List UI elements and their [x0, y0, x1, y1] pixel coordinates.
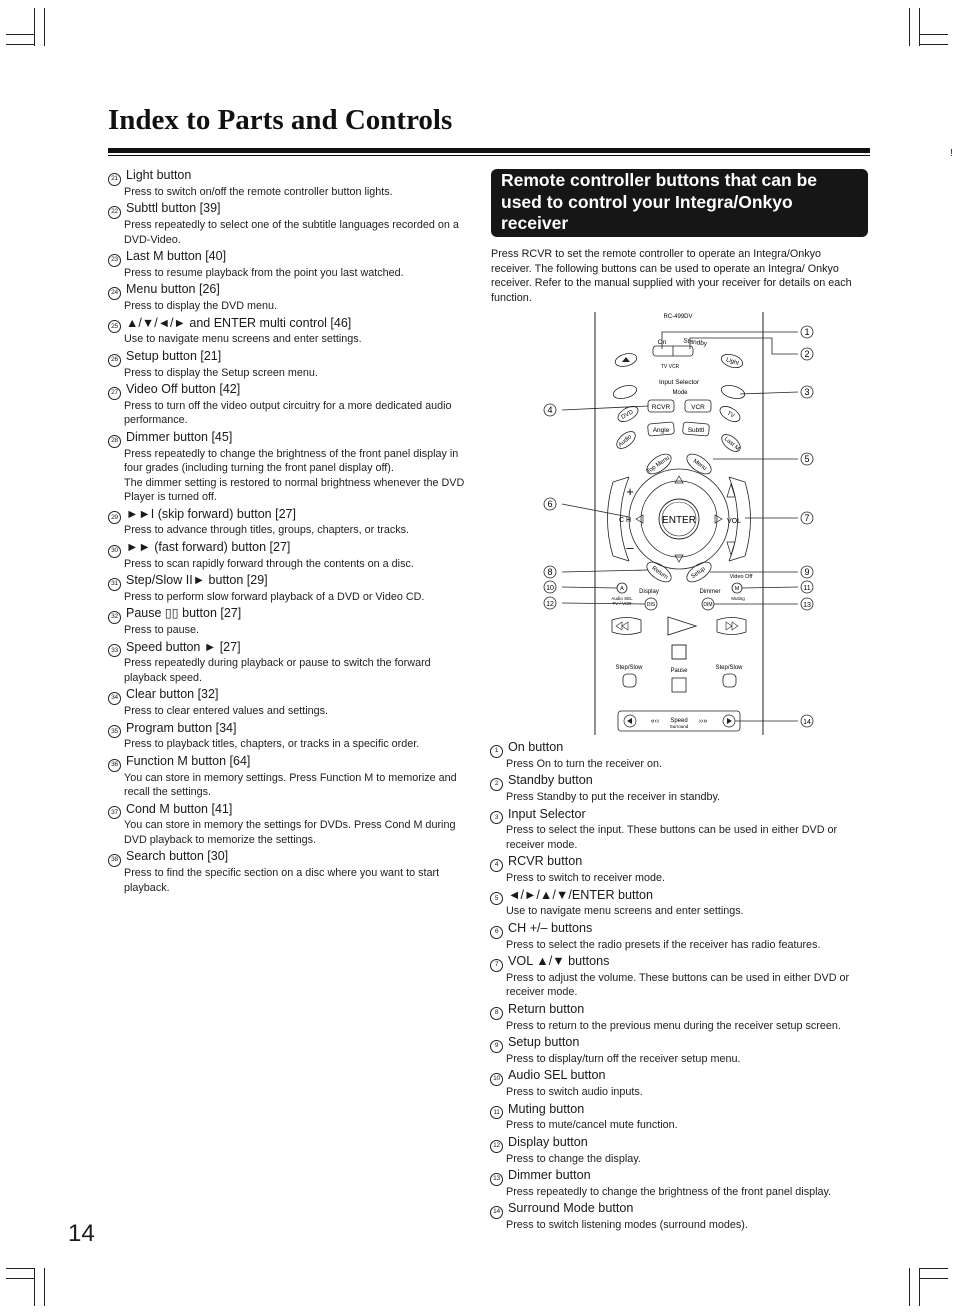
item-title: ▲/▼/◄/► and ENTER multi control [46] [126, 315, 352, 330]
item-heading [490, 853, 862, 871]
crop-mark [919, 8, 920, 46]
svg-text:1: 1 [804, 327, 810, 337]
item-title: Surround Mode button [508, 1201, 634, 1216]
remote-pause-button [672, 678, 686, 692]
item-title: Video Off button [42] [126, 382, 241, 396]
item-number-badge: 7 [490, 959, 503, 972]
item-title: Clear button [32] [126, 687, 219, 702]
svg-text:Subttl: Subttl [687, 427, 705, 434]
parts-list-item [490, 953, 862, 1000]
parts-list-item [490, 739, 862, 771]
item-title: RCVR button [508, 854, 583, 869]
remote-standby-label: Standby [682, 337, 708, 348]
item-description: Press to find the specific section on a disc where you want to start playback. [124, 867, 440, 894]
remote-audio-sel-label: Audio SEL [611, 596, 633, 601]
callout-numbers [544, 326, 813, 727]
item-number-badge: 30 [108, 545, 121, 558]
item-heading [108, 167, 470, 185]
item-number-badge: 32 [108, 611, 121, 624]
svg-text:Return: Return [650, 565, 669, 581]
parts-list-item [490, 1101, 862, 1133]
item-title: Dimmer button [45] [126, 429, 233, 444]
parts-list-item [490, 1167, 862, 1199]
parts-list-item [108, 315, 470, 347]
item-title: Speed button ► [27] [126, 639, 241, 654]
crop-mark [920, 44, 948, 45]
item-description: Press repeatedly to select one of the subtitle languages recorded on a DVD-Video. [124, 219, 459, 246]
item-heading [108, 200, 470, 218]
crop-mark [920, 1268, 948, 1269]
parts-list-item [108, 539, 470, 571]
item-title: Muting button [508, 1101, 585, 1116]
remote-tv-vcr-small-label: TV / VCR [612, 601, 632, 606]
parts-list-item [490, 1034, 862, 1066]
remote-top-menu-button [644, 450, 675, 478]
item-description: Press to display the Setup screen menu. [124, 366, 318, 379]
svg-text:››»: ››» [698, 718, 708, 725]
svg-text:C H: C H [618, 517, 632, 524]
item-number-badge: 5 [490, 892, 503, 905]
remote-ch-button [608, 477, 635, 561]
page-title: Index to Parts and Controls [108, 104, 453, 136]
svg-text:Menu: Menu [691, 458, 708, 472]
remote-setup-button [684, 558, 715, 586]
item-title: CH +/– buttons [508, 920, 593, 935]
remote-audio-button [614, 428, 639, 451]
crop-mark [6, 44, 34, 45]
remote-rcvr-button [648, 400, 674, 412]
item-number-badge: 14 [490, 1206, 503, 1219]
remote-fast-reverse-button [612, 618, 641, 635]
svg-text:Light: Light [725, 357, 740, 367]
remote-speed-label: Speed [670, 718, 688, 724]
crop-mark [44, 1268, 45, 1306]
item-title: Program button [34] [126, 720, 237, 735]
svg-text:4: 4 [547, 405, 553, 415]
svg-text:RCVR: RCVR [651, 404, 671, 411]
item-description: The dimmer setting is restored to normal brightness whenever the DVD Player is turned off. [124, 476, 465, 503]
remote-muting-label: Muting [731, 596, 745, 601]
item-description: Press to switch on/off the remote controller button lights. [124, 185, 393, 198]
item-heading [490, 953, 862, 971]
item-title: Subttl button [39] [126, 201, 221, 216]
item-description: Press to adjust the volume. These buttons can be used in either DVD or receiver mode. [506, 971, 850, 999]
parts-list-item [108, 639, 470, 686]
crop-mark [6, 1278, 34, 1279]
remote-vcr-button [685, 400, 711, 412]
svg-text:ENTER: ENTER [662, 515, 696, 526]
parts-list-item [108, 572, 470, 604]
parts-list-item [108, 429, 470, 505]
item-number-badge: 1 [490, 745, 503, 758]
parts-list-item [108, 200, 470, 247]
parts-list-item [108, 753, 470, 800]
svg-text:TV: TV [725, 410, 736, 420]
item-description: You can store in memory settings. Press Function M to memorize and recall the settings. [124, 771, 457, 798]
svg-text:6: 6 [547, 499, 553, 509]
crop-mark [920, 1278, 948, 1279]
crop-mark [44, 8, 45, 46]
svg-text:3: 3 [804, 387, 810, 397]
svg-text:Setup: Setup [690, 566, 707, 581]
item-number-badge: 34 [108, 692, 121, 705]
item-heading [490, 1200, 862, 1218]
item-number-badge: 8 [490, 1007, 503, 1020]
item-heading [490, 1001, 862, 1019]
remote-on-label: On [657, 339, 667, 346]
item-title: Step/Slow II► button [29] [126, 573, 268, 587]
item-description: Press to perform slow forward playback of a DVD or Video CD. [124, 590, 425, 603]
item-number-badge: 22 [108, 206, 121, 219]
remote-skip-forward-button [720, 383, 746, 401]
intro-paragraph: Press RCVR to set the remote controller to operate an Integra/Onkyo receiver. The following buttons can be used to operate an Integra/ Onkyo receiver. Refer to the manual supplied with your receiver for details on each function. [491, 248, 852, 304]
item-description: Press to switch audio inputs. [506, 1086, 643, 1098]
item-title: VOL ▲/▼ buttons [508, 954, 610, 968]
remote-controller-diagram [540, 312, 830, 737]
item-description: Press repeatedly during playback or pause to switch the forward playback speed. [124, 657, 431, 684]
item-title: ►► (fast forward) button [27] [126, 539, 291, 554]
item-heading [108, 639, 470, 657]
item-description: Press to resume playback from the point you last watched. [124, 266, 404, 279]
receiver-buttons-list [490, 739, 862, 1234]
item-number-badge: 38 [108, 854, 121, 867]
svg-text:7: 7 [804, 513, 810, 523]
item-description: You can store in memory the settings for DVDs. Press Cond M during DVD playback to memorize the settings. [124, 819, 456, 846]
remote-step-slow-left-label: Step/Slow [615, 665, 643, 671]
crop-mark [919, 1268, 920, 1306]
item-heading [490, 887, 862, 905]
svg-text:VCR: VCR [691, 404, 705, 411]
item-heading [108, 572, 470, 590]
item-description: Press to clear entered values and settings. [124, 705, 329, 717]
remote-fast-forward-button [717, 618, 746, 635]
item-number-badge: 11 [490, 1106, 503, 1119]
parts-list-item [490, 1067, 862, 1099]
crop-mark [6, 1268, 34, 1269]
item-title: Search button [30] [126, 849, 229, 864]
item-number-badge: 21 [108, 173, 121, 186]
item-heading [490, 1034, 862, 1052]
parts-list-item [108, 848, 470, 895]
svg-text:13: 13 [803, 602, 811, 609]
item-heading [108, 848, 470, 866]
crop-mark [6, 34, 34, 35]
item-number-badge: 3 [490, 811, 503, 824]
item-description: Use to navigate menu screens and enter settings. [124, 333, 362, 346]
item-title: Display button [508, 1134, 588, 1149]
item-heading [108, 281, 470, 299]
svg-text:Top Menu: Top Menu [645, 455, 671, 476]
remote-step-back-button [623, 674, 636, 687]
item-description: Press to advance through titles, groups, chapters, or tracks. [124, 524, 410, 537]
light-button [720, 352, 745, 370]
remote-step-slow-right-label: Step/Slow [715, 665, 743, 671]
svg-text:DVD: DVD [620, 409, 635, 421]
item-description: Press to mute/cancel mute function. [506, 1119, 678, 1132]
remote-last-m-button [719, 431, 744, 454]
item-title: ►►I (skip forward) button [27] [126, 506, 296, 521]
item-heading [108, 539, 470, 557]
crop-mark [909, 1268, 910, 1306]
item-number-badge: 37 [108, 806, 121, 819]
margin-mark: ! [950, 148, 953, 159]
parts-list-item [108, 381, 470, 428]
item-description: Press repeatedly to change the brightness of the front panel display in four grades (including turning the front panel display off). [124, 447, 459, 474]
item-description: Press to playback titles, chapters, or tracks in a specific order. [124, 738, 420, 751]
item-heading [108, 801, 470, 819]
item-number-badge: 13 [490, 1173, 503, 1186]
svg-text:DIM: DIM [703, 602, 713, 608]
item-heading [108, 429, 470, 447]
remote-subttl-button [683, 422, 710, 436]
svg-text:DIS: DIS [646, 602, 656, 608]
remote-dimmer-label: Dimmer [699, 589, 721, 595]
item-number-badge: 24 [108, 287, 121, 300]
item-description: Press Standby to put the receiver in standby. [506, 791, 721, 803]
eject-icon [614, 351, 638, 368]
item-number-badge: 26 [108, 354, 121, 367]
remote-tv-button [717, 403, 742, 424]
item-number-badge: 2 [490, 778, 503, 791]
item-number-badge: 36 [108, 759, 121, 772]
svg-text:A: A [620, 586, 624, 592]
item-title: Menu button [26] [126, 282, 220, 297]
parts-list-item [490, 887, 862, 919]
item-heading [108, 348, 470, 366]
item-heading [490, 1101, 862, 1119]
svg-text:2: 2 [804, 349, 810, 359]
svg-text:5: 5 [804, 454, 810, 464]
parts-list-item [490, 1134, 862, 1166]
item-heading [108, 248, 470, 266]
item-title: Standby button [508, 773, 593, 788]
item-number-badge: 29 [108, 511, 121, 524]
svg-text:9: 9 [804, 567, 810, 577]
item-title: Dimmer button [508, 1168, 591, 1182]
title-rule-thick [108, 148, 870, 153]
item-heading [490, 806, 862, 824]
item-number-badge: 33 [108, 644, 121, 657]
item-number-badge: 9 [490, 1040, 503, 1053]
parts-list-item [108, 686, 470, 718]
parts-list-item [490, 920, 862, 952]
item-description: Press repeatedly to change the brightness of the front panel display. [506, 1185, 832, 1198]
remote-model: RC-499DV [663, 314, 693, 320]
svg-text:Last M: Last M [722, 436, 741, 453]
item-number-badge: 23 [108, 254, 121, 267]
parts-list-item [490, 1001, 862, 1033]
remote-step-forward-button [723, 674, 736, 687]
svg-text:11: 11 [803, 585, 811, 592]
remote-video-off-label: Video Off [729, 574, 753, 580]
parts-list-item [108, 720, 470, 752]
parts-list-item [490, 853, 862, 885]
item-heading [490, 739, 862, 757]
parts-list-item [108, 348, 470, 380]
item-title: Pause ▯▯ button [27] [126, 606, 242, 621]
title-rule-thin [108, 155, 870, 156]
remote-vol-button [727, 477, 751, 561]
svg-text:12: 12 [546, 601, 554, 608]
item-number-badge: 35 [108, 725, 121, 738]
item-title: ◄/►/▲/▼/ENTER button [508, 887, 654, 902]
crop-mark [34, 8, 35, 46]
item-title: Cond M button [41] [126, 801, 233, 816]
item-heading [108, 686, 470, 704]
item-description: Press to display/turn off the receiver setup menu. [506, 1052, 741, 1065]
item-description: Press to turn off the video output circuitry for a more dedicated audio performance. [124, 399, 452, 427]
item-number-badge: 28 [108, 435, 121, 448]
remote-stop-icon [672, 645, 686, 659]
crop-mark [34, 1268, 35, 1306]
item-number-badge: 12 [490, 1140, 503, 1153]
remote-return-button [644, 558, 675, 586]
page-number: 14 [68, 1220, 95, 1247]
remote-skip-back-button [612, 383, 638, 401]
item-number-badge: 4 [490, 859, 503, 872]
item-description: Press to change the display. [506, 1152, 641, 1165]
item-number-badge: 25 [108, 320, 121, 333]
item-heading [490, 920, 862, 938]
item-description: Press to switch to receiver mode. [506, 872, 666, 884]
item-description: Press to select the input. These buttons can be used in either DVD or receiver mode. [506, 824, 838, 851]
item-heading [490, 1167, 862, 1185]
item-description: Press to switch listening modes (surround modes). [506, 1219, 748, 1231]
item-heading [108, 605, 470, 623]
item-title: Setup button [21] [126, 348, 222, 363]
svg-text:10: 10 [546, 585, 554, 592]
remote-tv-vcr-label: TV VCR [660, 364, 680, 370]
item-heading [108, 381, 470, 399]
item-title: Light button [126, 168, 192, 182]
parts-list-item [108, 167, 470, 199]
remote-surround-mode-strip [618, 711, 740, 731]
item-heading [108, 720, 470, 738]
parts-list-item [108, 605, 470, 637]
item-number-badge: 10 [490, 1073, 503, 1086]
vol-down-icon [727, 542, 735, 555]
item-number-badge: 27 [108, 387, 121, 400]
item-heading [108, 753, 470, 771]
parts-list-item [490, 1200, 862, 1232]
remote-play-icon [668, 617, 696, 635]
item-heading [490, 772, 862, 790]
item-title: Return button [508, 1001, 585, 1016]
svg-text:«‹‹: «‹‹ [650, 718, 660, 725]
parts-list-item [108, 281, 470, 313]
item-description: Press to display the DVD menu. [124, 300, 278, 312]
svg-text:Angle: Angle [652, 427, 670, 434]
remote-surround-label: Surround [669, 724, 689, 729]
remote-angle-button [648, 422, 675, 436]
item-heading [108, 315, 470, 333]
ch-minus-icon: – [626, 540, 634, 555]
remote-menu-button [684, 450, 715, 478]
crop-mark [920, 34, 948, 35]
left-parts-list [108, 167, 470, 896]
item-number-badge: 6 [490, 926, 503, 939]
item-title: Audio SEL button [508, 1068, 606, 1083]
item-title: Last M button [40] [126, 249, 227, 263]
crop-mark [909, 8, 910, 46]
remote-display-label: Display [639, 589, 659, 595]
item-description: Press to scan rapidly forward through the contents on a disc. [124, 557, 414, 570]
parts-list-item [108, 801, 470, 848]
svg-text:14: 14 [803, 719, 811, 726]
parts-list-item [108, 506, 470, 538]
parts-list-item [490, 806, 862, 853]
ch-plus-icon: + [626, 484, 634, 499]
item-heading [490, 1067, 862, 1085]
svg-text:Audio: Audio [617, 433, 634, 449]
item-heading [108, 506, 470, 524]
parts-list-item [490, 772, 862, 804]
item-title: Input Selector [508, 806, 586, 821]
svg-text:8: 8 [547, 567, 553, 577]
section-banner: Remote controller buttons that can be used to control your Integra/Onkyo receiver [491, 169, 868, 237]
remote-pause-label: Pause [670, 668, 688, 674]
item-description: Use to navigate menu screens and enter settings. [506, 905, 744, 918]
item-heading [490, 1134, 862, 1152]
remote-enter-button [659, 499, 699, 539]
item-description: Press On to turn the receiver on. [506, 757, 663, 770]
item-title: Function M button [64] [126, 753, 251, 768]
svg-text:VOL: VOL [726, 518, 742, 525]
item-title: On button [508, 740, 564, 754]
item-number-badge: 31 [108, 578, 121, 591]
item-description: Press to select the radio presets if the receiver has radio features. [506, 938, 821, 951]
remote-input-selector-label: Input Selector [658, 379, 700, 386]
remote-mode-label: Mode [672, 390, 688, 396]
item-title: Setup button [508, 1035, 580, 1049]
item-description: Press to return to the previous menu during the receiver setup screen. [506, 1019, 841, 1032]
parts-list-item [108, 248, 470, 280]
svg-text:M: M [734, 586, 740, 592]
item-description: Press to pause. [124, 624, 200, 636]
